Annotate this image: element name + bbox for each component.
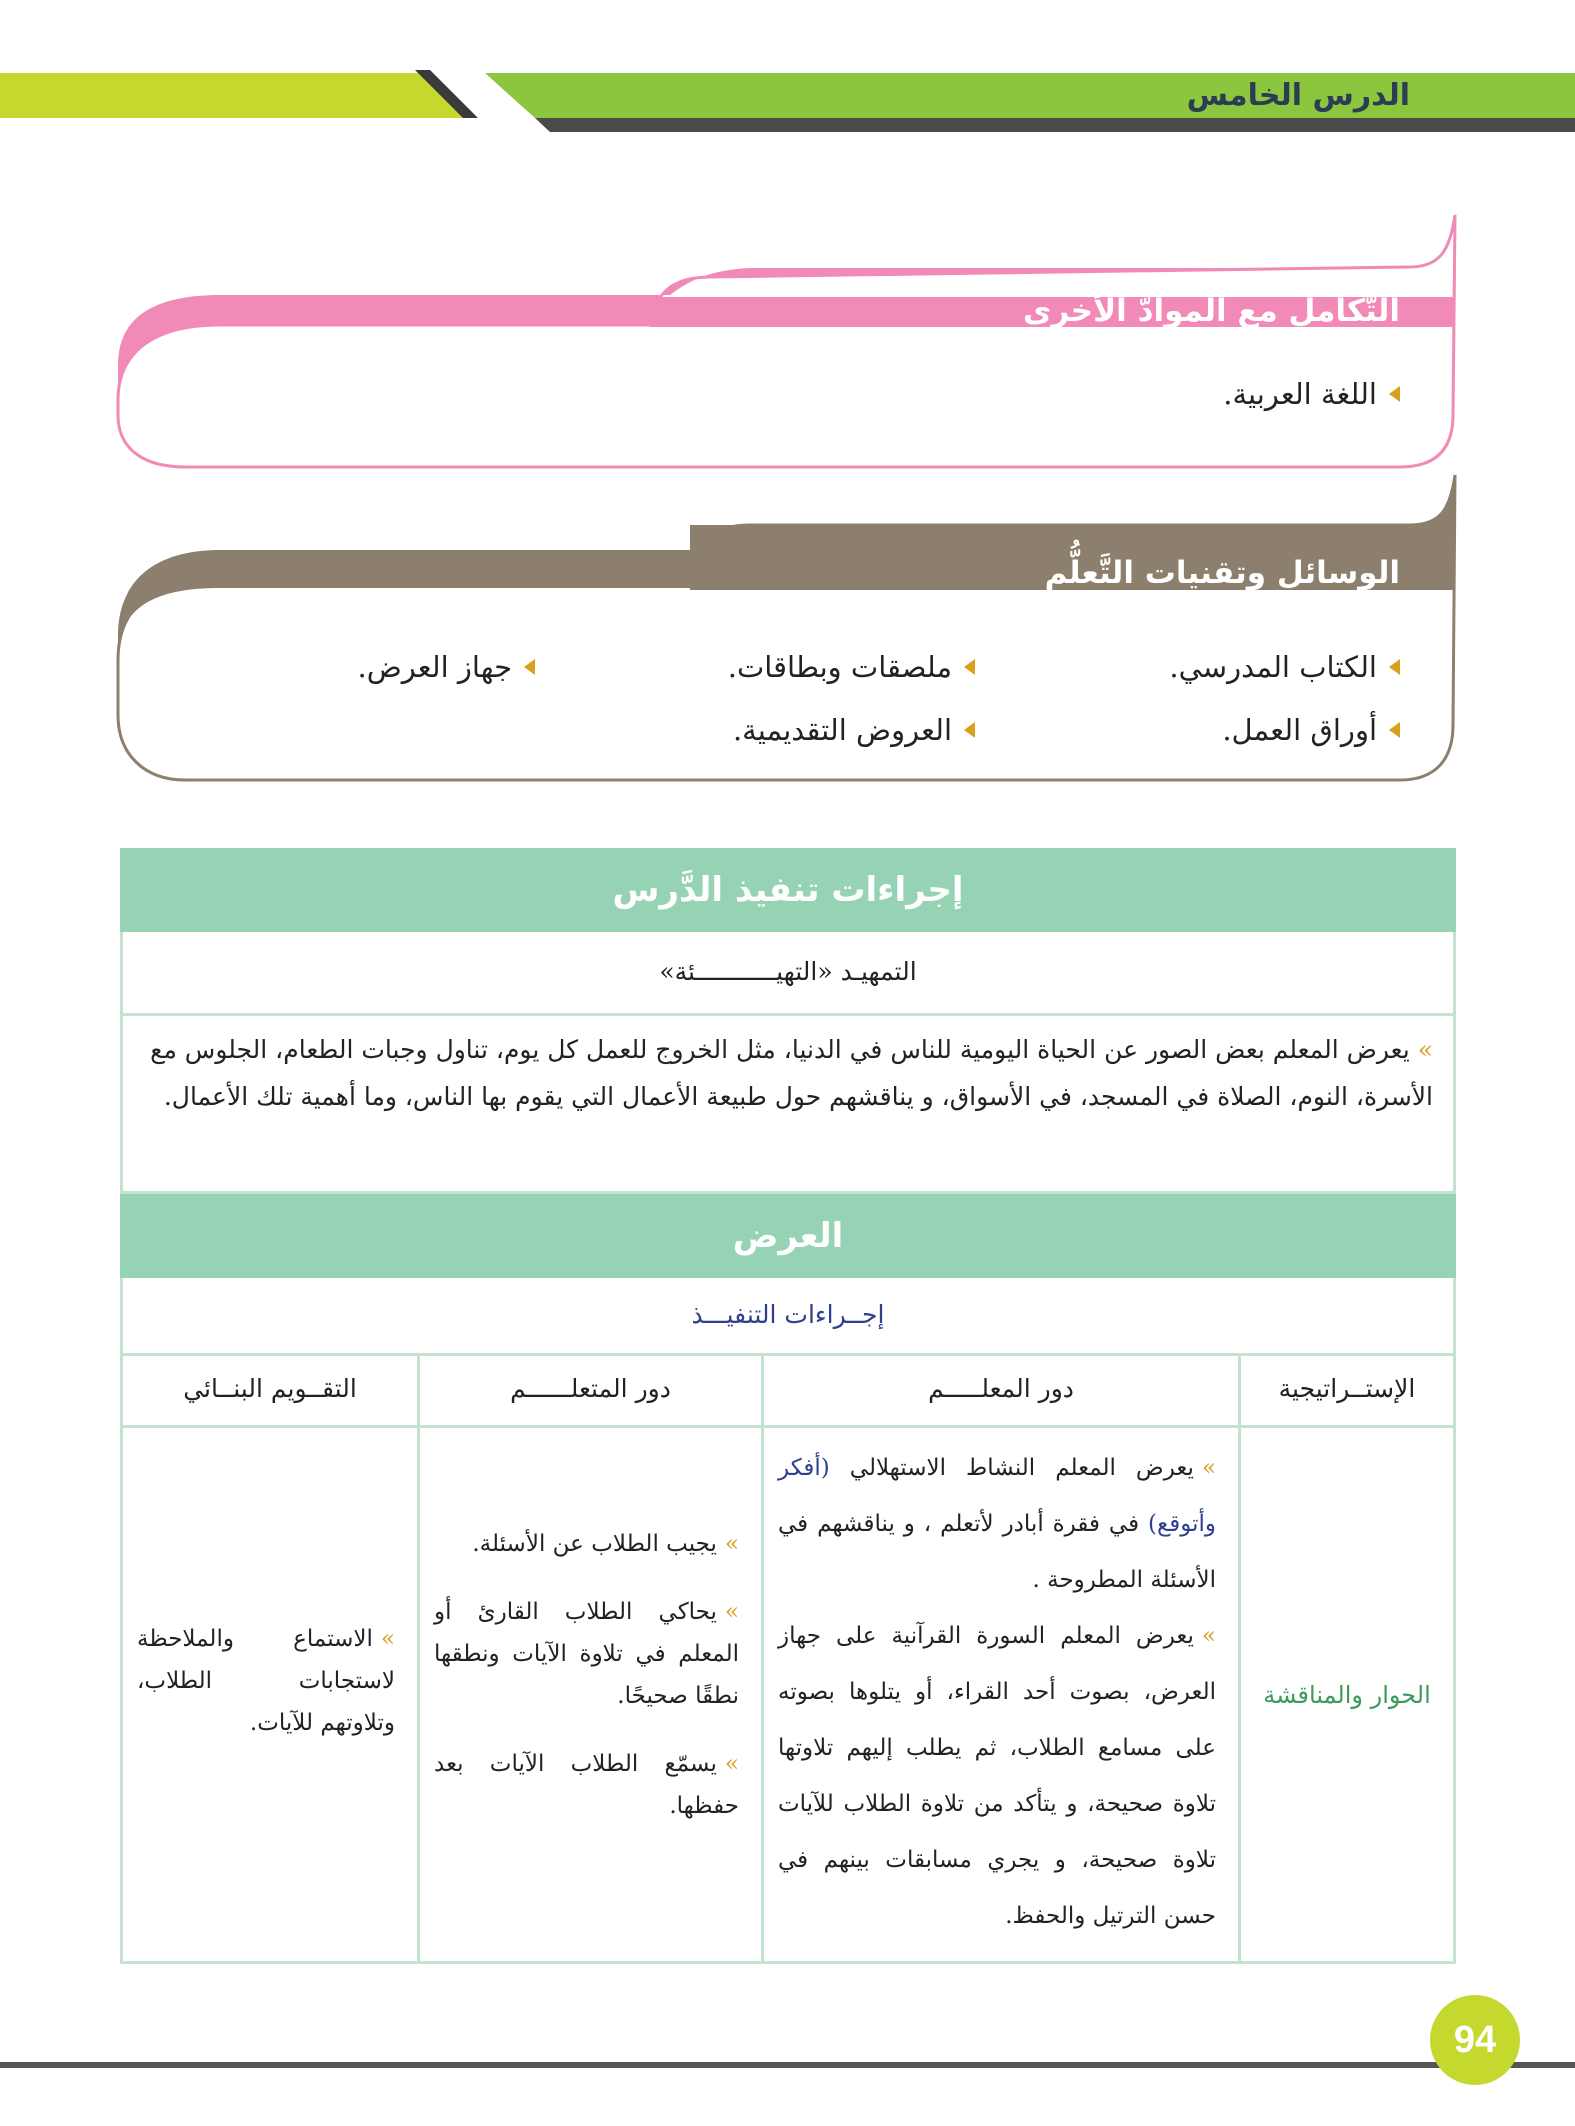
- tools-item: الكتاب المدرسي.: [1169, 650, 1400, 684]
- teacher-paragraph-1: »يعرض المعلم النشاط الاستهلالي (أفكر وأتوقع) في فقرة أبادر لأتعلم ، و يناقشهم في الأسئلة المطروحة .: [778, 1455, 1217, 1593]
- bullet-triangle-icon: [1389, 659, 1400, 675]
- footer-line: [0, 2062, 1575, 2068]
- learner-cell: [417, 1428, 761, 1961]
- presentation-title: العرض: [120, 1194, 1456, 1278]
- procedures-table: [120, 848, 1456, 1964]
- guillemet-icon: »: [724, 1599, 739, 1625]
- tools-item: ملصقات وبطاقات.: [728, 650, 975, 684]
- col-header-teacher: دور المعلـــــم: [761, 1356, 1238, 1425]
- procedures-title: إجراءات تنفيذ الدَّرس: [120, 848, 1456, 932]
- bullet-triangle-icon: [1389, 722, 1400, 738]
- col-header-learner: دور المتعلــــــم: [417, 1356, 761, 1425]
- bullet-triangle-icon: [524, 659, 535, 675]
- execution-label: إجــراءات التنفيـــذ: [120, 1278, 1456, 1356]
- lesson-title: الدرس الخامس: [1186, 78, 1410, 113]
- assessment-cell: [123, 1428, 417, 1961]
- guillemet-icon: »: [1201, 1623, 1216, 1649]
- guillemet-icon: »: [1417, 1035, 1433, 1064]
- guillemet-icon: »: [380, 1626, 395, 1652]
- bullet-triangle-icon: [964, 722, 975, 738]
- integration-title: التّكامل مع الموادّ الأُخرى: [1023, 293, 1400, 329]
- strategy-text: الحوار والمناقشة: [1263, 1680, 1431, 1709]
- bullet-triangle-icon: [1389, 386, 1400, 402]
- guillemet-icon: »: [724, 1751, 739, 1777]
- tools-item: جهاز العرض.: [357, 650, 535, 684]
- teacher-cell: [761, 1428, 1238, 1961]
- tools-item: أوراق العمل.: [1222, 713, 1400, 747]
- col-header-strategy: الإستــراتيجية: [1238, 1356, 1453, 1425]
- teacher-paragraph-2: »يعرض المعلم السورة القرآنية على جهاز العرض، بصوت أحد القراء، أو يتلوها بصوته على مسامع الطلاب، ثم يطلب إليهم تلاوتها تلاوة صحيحة، و يتأكد من تلاوة الطلاب للآيات تلاوة صحيحة، و يجري مسابقات بينهم في حسن الترتيل والحفظ.: [778, 1623, 1216, 1929]
- intro-label: التمهيـد «التهيـــــــــــئة»: [120, 932, 1456, 1016]
- learner-item: »يجيب الطلاب عن الأسئلة.: [472, 1531, 739, 1557]
- bullet-triangle-icon: [964, 659, 975, 675]
- page-number: 94: [1430, 1995, 1520, 2085]
- learner-item: »يحاكي الطلاب القارئ أو المعلم في تلاوة الآيات ونطقها نطقًا صحيحًا.: [434, 1599, 739, 1709]
- header-band: [0, 0, 1575, 140]
- table-row: [120, 1428, 1456, 1964]
- guillemet-icon: »: [1201, 1455, 1217, 1481]
- integration-box: [110, 205, 1460, 475]
- assessment-text: »الاستماع والملاحظة لاستجابات الطلاب، وتلاوتهم للآيات.: [137, 1626, 395, 1736]
- learner-item: »يسمّع الطلاب الآيات بعد حفظها.: [434, 1751, 739, 1819]
- col-header-assessment: التقــويم البنــائي: [183, 1374, 357, 1403]
- intro-cell: [120, 1016, 1456, 1194]
- intro-paragraph: »يعرض المعلم بعض الصور عن الحياة اليومية للناس في الدنيا، مثل الخروج للعمل كل يوم، تناول وجبات الطعام، الجلوس مع الأسرة، النوم، الصلاة في المسجد، في الأسواق، و يناقشهم حول طبيعة الأعمال التي يقوم بها الناس، وما أهمية تلك الأعمال.: [150, 1035, 1433, 1111]
- tools-item: العروض التقديمية.: [733, 713, 975, 747]
- strategy-cell: [1238, 1428, 1453, 1961]
- integration-item: اللغة العربية.: [1223, 377, 1400, 411]
- column-headers: [120, 1356, 1456, 1428]
- guillemet-icon: »: [724, 1531, 739, 1557]
- tools-title: الوسائل وتقنيات التَّعلُّم: [1044, 555, 1400, 591]
